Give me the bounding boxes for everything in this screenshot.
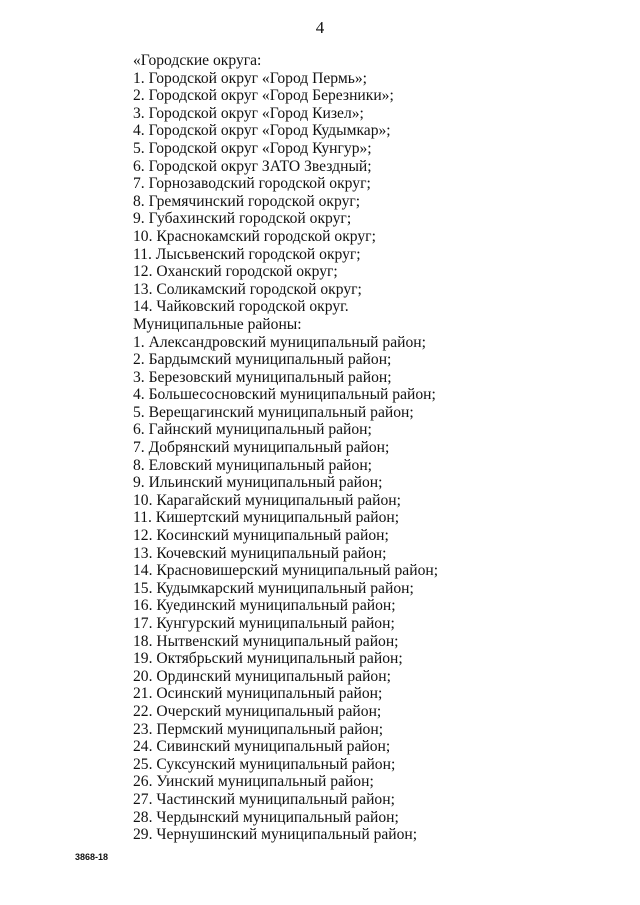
list-item: 29. Чернушинский муниципальный район;: [133, 826, 418, 844]
list-item: 1. Городской округ «Город Пермь»;: [133, 69, 367, 87]
list-item: 2. Бардымский муниципальный район;: [133, 351, 392, 369]
list-item: 11. Лысьвенский городской округ;: [133, 245, 361, 263]
list-item: 19. Октябрьский муниципальный район;: [133, 650, 403, 668]
list-item: 23. Пермский муниципальный район;: [133, 720, 384, 738]
list-item: 15. Кудымкарский муниципальный район;: [133, 579, 414, 597]
list-item: 14. Чайковский городской округ.: [133, 298, 349, 316]
list-item: 8. Гремячинский городской округ;: [133, 192, 361, 210]
list-item: 10. Карагайский муниципальный район;: [133, 491, 401, 509]
list-item: 13. Кочевский муниципальный район;: [133, 544, 387, 562]
municipal-districts-heading: Муниципальные районы:: [133, 315, 302, 333]
list-item: 16. Куединский муниципальный район;: [133, 597, 396, 615]
list-item: 26. Уинский муниципальный район;: [133, 773, 374, 791]
list-item: 8. Еловский муниципальный район;: [133, 456, 373, 474]
list-item: 28. Чердынский муниципальный район;: [133, 808, 399, 826]
urban-districts-heading: «Городские округа:: [133, 52, 262, 69]
list-item: 4. Большесосновский муниципальный район;: [133, 386, 436, 404]
list-item: 18. Нытвенский муниципальный район;: [133, 632, 399, 650]
list-item: 4. Городской округ «Город Кудымкар»;: [133, 122, 391, 140]
list-item: 10. Краснокамский городской округ;: [133, 227, 376, 245]
list-item: 6. Городской округ ЗАТО Звездный;: [133, 157, 372, 175]
list-item: 1. Александровский муниципальный район;: [133, 333, 426, 351]
list-item: 9. Губахинский городской округ;: [133, 210, 352, 228]
list-item: 3. Городской округ «Город Кизел»;: [133, 104, 364, 122]
municipal-districts-list: [133, 334, 613, 844]
list-item: 12. Оханский городской округ;: [133, 263, 338, 281]
document-body: [133, 52, 613, 844]
list-item: 5. Верещагинский муниципальный район;: [133, 403, 414, 421]
document-code: 3868-18: [75, 852, 109, 862]
list-item: 12. Косинский муниципальный район;: [133, 527, 389, 545]
list-item: 25. Суксунский муниципальный район;: [133, 755, 396, 773]
list-item: 3. Березовский муниципальный район;: [133, 368, 392, 386]
list-item: 22. Очерский муниципальный район;: [133, 702, 382, 720]
list-item: 14. Красновишерский муниципальный район;: [133, 562, 439, 580]
list-item: 24. Сивинский муниципальный район;: [133, 738, 391, 756]
list-item: 11. Кишертский муниципальный район;: [133, 509, 400, 527]
list-item: 7. Добрянский муниципальный район;: [133, 439, 390, 457]
list-item: 6. Гайнский муниципальный район;: [133, 421, 372, 439]
list-item: 2. Городской округ «Город Березники»;: [133, 87, 394, 105]
list-item: 7. Горнозаводский городской округ;: [133, 175, 371, 193]
urban-districts-list: [133, 70, 613, 316]
list-item: 5. Городской округ «Город Кунгур»;: [133, 139, 372, 157]
page-number: 4: [315, 18, 325, 37]
list-item: 20. Ординский муниципальный район;: [133, 667, 391, 685]
list-item: 27. Частинский муниципальный район;: [133, 790, 395, 808]
list-item: 13. Соликамский городской округ;: [133, 280, 362, 298]
list-item: 9. Ильинский муниципальный район;: [133, 474, 383, 492]
list-item: 21. Осинский муниципальный район;: [133, 685, 383, 703]
list-item: 17. Кунгурский муниципальный район;: [133, 615, 395, 632]
